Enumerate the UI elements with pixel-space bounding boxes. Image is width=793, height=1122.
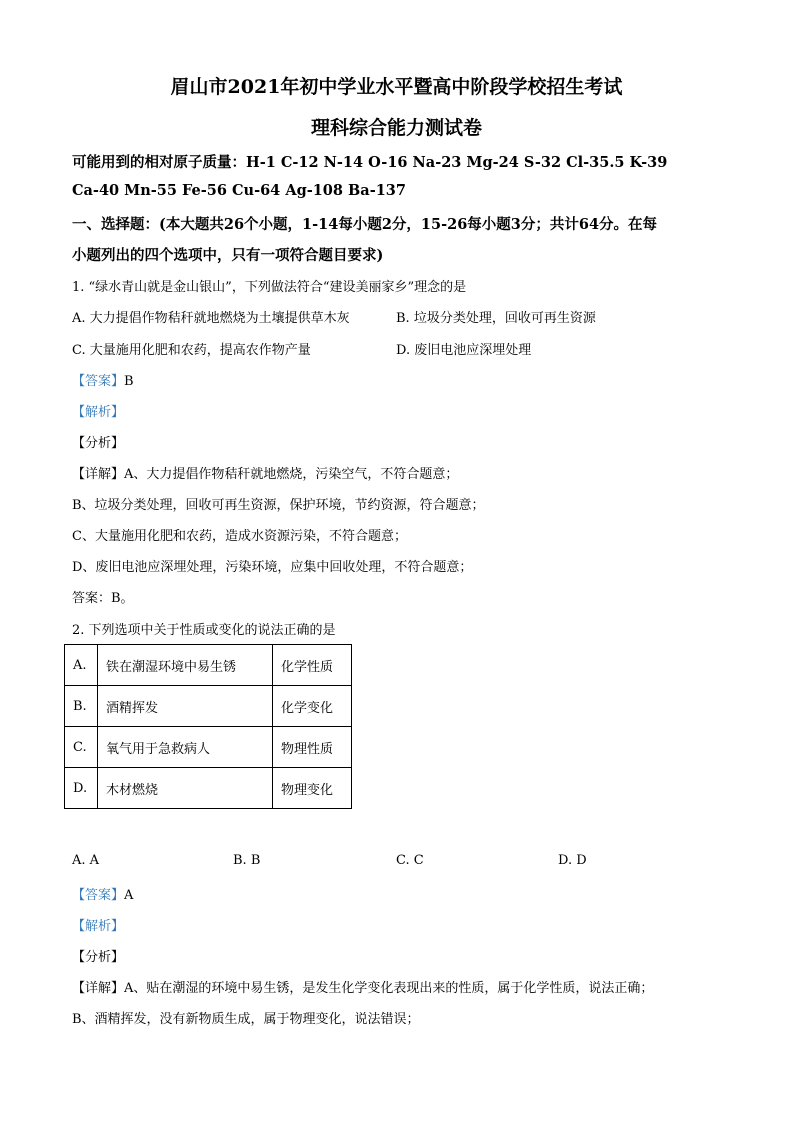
- q2-stem: 2. 下列选项中关于性质或变化的说法正确的是: [72, 623, 336, 638]
- table-cell: D.: [65, 768, 98, 809]
- q1-detail-b: B、垃圾分类处理，回收可再生资源，保护环境，节约资源，符合题意；: [72, 498, 485, 513]
- q1-final-answer: 答案：B。: [72, 591, 134, 606]
- section-header-line1: 一、选择题：(本大题共26个小题，1-14每小题2分，15-26每小题3分；共计64分。在每: [72, 216, 658, 233]
- exam-subtitle: 理科综合能力测试卷: [310, 117, 482, 139]
- detail-tag: 【详解】: [72, 981, 125, 996]
- q1-stem: 1. “绿水青山就是金山银山”，下列做法符合“建设美丽家乡”理念的是: [72, 280, 467, 295]
- q2-detail-a: [72, 977, 653, 996]
- answer-value: B: [124, 374, 134, 389]
- section-header-line2: 小题列出的四个选项中，只有一项符合题目要求): [72, 247, 384, 264]
- q1-answer: [72, 370, 134, 389]
- detail-tag: 【详解】: [72, 467, 125, 482]
- table-cell: 化学性质: [273, 645, 352, 686]
- q2-fenxi-tag: 【分析】: [72, 950, 125, 965]
- q1-option-c: C. 大量施用化肥和农药，提高农作物产量: [72, 343, 311, 358]
- answer-value: A: [124, 888, 134, 903]
- q1-analysis-tag: 【解析】: [72, 405, 125, 420]
- q1-detail-a: [72, 463, 458, 482]
- table-cell: 酒精挥发: [98, 686, 273, 727]
- q1-option-d: D. 废旧电池应深埋处理: [396, 343, 532, 358]
- q2-choice-c: C. C: [396, 853, 424, 868]
- q1-detail-c: C、大量施用化肥和农药，造成水资源污染，不符合题意；: [72, 529, 407, 544]
- q2-answer: [72, 884, 133, 903]
- q2-options-table: [64, 644, 352, 809]
- q2-choice-b: B. B: [233, 853, 261, 868]
- table-cell: A.: [65, 645, 98, 686]
- table-cell: 物理变化: [273, 768, 352, 809]
- exam-title: 眉山市2021年初中学业水平暨高中阶段学校招生考试: [170, 76, 623, 98]
- table-cell: 铁在潮湿环境中易生锈: [98, 645, 273, 686]
- detail-text: A、贴在潮湿的环境中易生锈，是发生化学变化表现出来的性质，属于化学性质，说法正确；: [124, 981, 654, 996]
- q2-detail-b: B、酒精挥发，没有新物质生成，属于物理变化，说法错误；: [72, 1012, 420, 1027]
- detail-text: A、大力提倡作物秸秆就地燃烧，污染空气，不符合题意；: [124, 467, 459, 482]
- q2-analysis-tag: 【解析】: [72, 919, 125, 934]
- q1-fenxi-tag: 【分析】: [72, 436, 125, 451]
- table-row: [65, 727, 352, 768]
- atomic-masses-line2: Ca-40 Mn-55 Fe-56 Cu-64 Ag-108 Ba-137: [72, 182, 406, 199]
- q2-choice-a: A. A: [72, 853, 100, 868]
- table-cell: 木材燃烧: [98, 768, 273, 809]
- table-cell: 物理性质: [273, 727, 352, 768]
- table-cell: C.: [65, 727, 98, 768]
- q1-option-a: A. 大力提倡作物秸秆就地燃烧为土壤提供草木灰: [72, 311, 350, 326]
- table-cell: 氧气用于急救病人: [98, 727, 273, 768]
- answer-tag: 【答案】: [72, 888, 125, 903]
- table-cell: B.: [65, 686, 98, 727]
- q1-option-b: B. 垃圾分类处理，回收可再生资源: [396, 311, 596, 326]
- table-row: [65, 686, 352, 727]
- table-row: [65, 645, 352, 686]
- table-cell: 化学变化: [273, 686, 352, 727]
- answer-tag: 【答案】: [72, 374, 125, 389]
- table-row: [65, 768, 352, 809]
- q2-choice-d: D. D: [558, 853, 587, 868]
- atomic-masses-line1: 可能用到的相对原子质量：H-1 C-12 N-14 O-16 Na-23 Mg-24 S-32 Cl-35.5 K-39: [72, 154, 668, 171]
- q1-detail-d: D、废旧电池应深埋处理，污染环境，应集中回收处理，不符合题意；: [72, 560, 473, 575]
